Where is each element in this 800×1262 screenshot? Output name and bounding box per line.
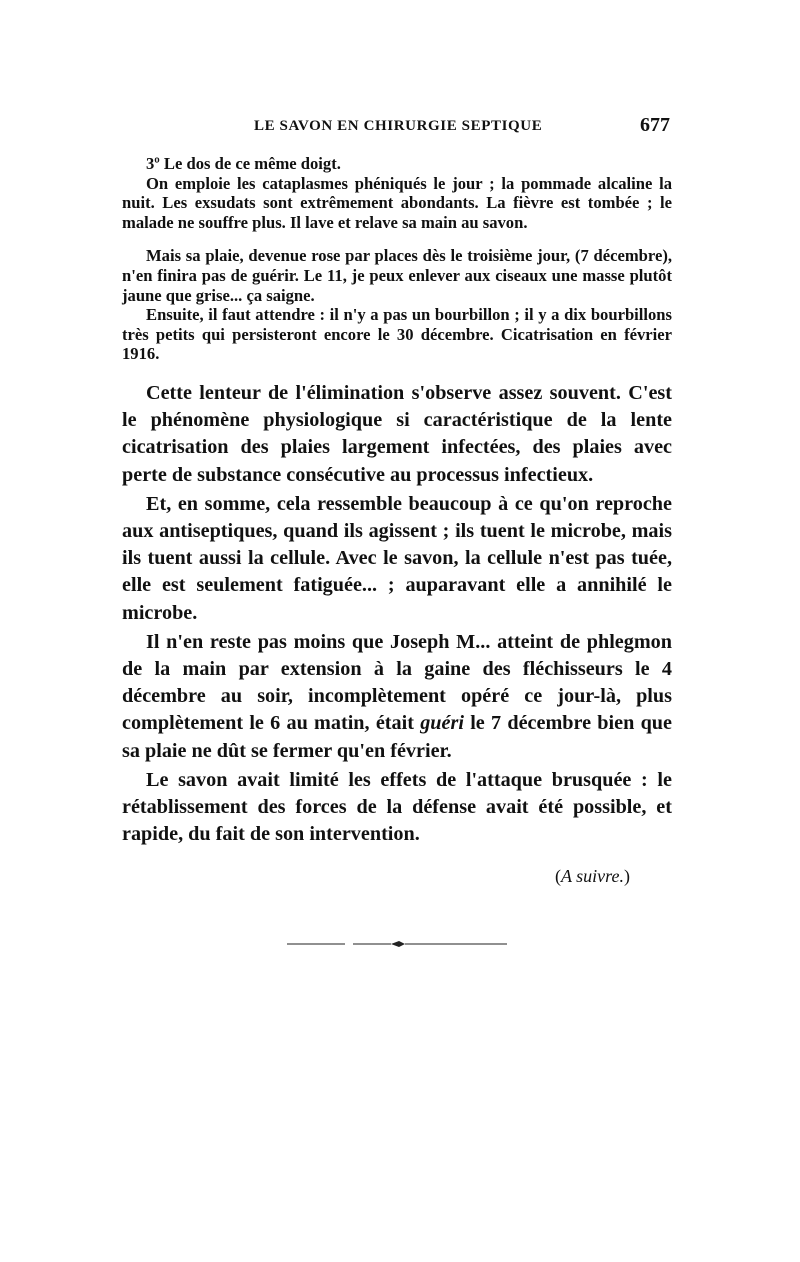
body-text: le 7 décembre bien que sa plaie ne dût se fermer qu'en février.	[122, 712, 672, 762]
body-text: Il n'en reste pas moins que Joseph M... atteint de phlegmon de la main par extension à la gaine des fléchisseurs le 4 décembre au soir, incomplètement opéré ce jour-là, plus complètement le 6 au matin, était	[122, 630, 672, 735]
page-number: 677	[640, 114, 670, 136]
end-ornament	[287, 939, 507, 949]
body-paragraph	[122, 629, 672, 765]
body-paragraph: Et, en somme, cela ressemble beaucoup à ce qu'on reproche aux antiseptiques, quand ils agissent ; ils tuent le microbe, mais ils tuent aussi la cellule. Avec le savon, la cellule n'est pas tuée, elle est seulement fatiguée... ; auparavant elle a annihilé le microbe.	[122, 492, 672, 624]
running-head	[122, 112, 672, 142]
signoff-text: A suivre.	[561, 866, 624, 887]
running-title: LE SAVON EN CHIRURGIE SEPTIQUE	[254, 118, 543, 134]
ornament-rule-icon	[287, 939, 507, 949]
signoff-open: (	[555, 866, 561, 887]
case-note-paragraph: 3º Le dos de ce même doigt.	[146, 154, 341, 173]
body-paragraph: Cette lenteur de l'élimination s'observe assez souvent. C'est le phénomène physiologique si caractéristique de la lente cicatrisation des plaies largement infectées, des plaies avec perte de substance consécutive au processus infectieux.	[122, 381, 672, 486]
main-text	[122, 380, 672, 848]
case-note-paragraph: On emploie les cataplasmes phéniqués le jour ; la pommade alcaline la nuit. Les exsudats sont extrêmement abondants. La fièvre est tombée ; le malade ne souffre plus. Il lave et relave sa main au savon.	[122, 173, 672, 232]
case-note-paragraph: Ensuite, il faut attendre : il n'y a pas un bourbillon ; il y a dix bourbillons très petits qui persisteront encore le 30 décembre. Cicatrisation en février 1916.	[122, 305, 672, 364]
document-page	[122, 112, 672, 949]
signoff-close: )	[624, 866, 630, 887]
case-note-paragraph: Mais sa plaie, devenue rose par places dès le troisième jour, (7 décembre), n'en finira pas de guérir. Le 11, je peux enlever aux ciseaux une masse plutôt jaune que grise... ça saigne.	[122, 246, 672, 305]
italic-word: guéri	[420, 712, 464, 735]
to-be-continued	[122, 866, 672, 887]
case-notes	[122, 154, 672, 364]
body-paragraph: Le savon avait limité les effets de l'attaque brusquée : le rétablissement des forces de la défense avait été possible, et rapide, du fait de son intervention.	[122, 768, 672, 846]
